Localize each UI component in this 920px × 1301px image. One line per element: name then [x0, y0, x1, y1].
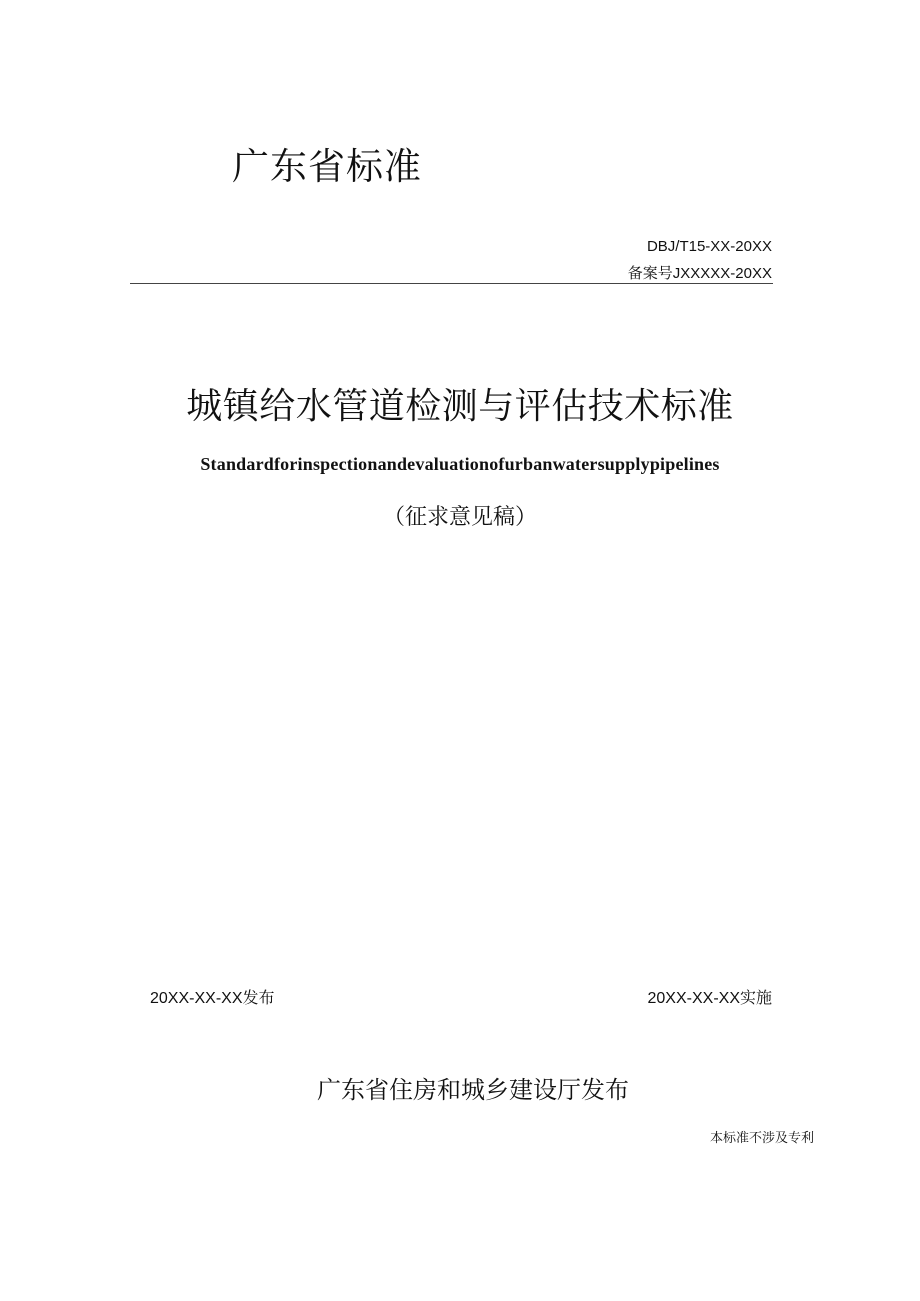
draft-note: （征求意见稿） — [382, 505, 537, 530]
issue-date: 20XX-XX-XX发布 — [150, 990, 275, 1007]
effective-date: 20XX-XX-XX实施 — [647, 990, 772, 1007]
publisher: 广东省住房和城乡建设厅发布 — [317, 1076, 629, 1104]
document-title-chinese: 城镇给水管道检测与评估技术标准 — [186, 386, 734, 427]
standard-code: DBJ/T15-XX-20XX — [646, 238, 772, 255]
standard-code-block — [628, 233, 772, 287]
province-standard-heading: 广东省标准 — [232, 145, 422, 188]
patent-note: 本标准不涉及专利 — [709, 1131, 814, 1146]
filing-number: 备案号JXXXXX-20XX — [627, 265, 772, 282]
header-divider — [130, 283, 773, 284]
document-title-english: Standardforinspectionandevaluationofurbanwatersupplypipelines — [200, 454, 720, 474]
